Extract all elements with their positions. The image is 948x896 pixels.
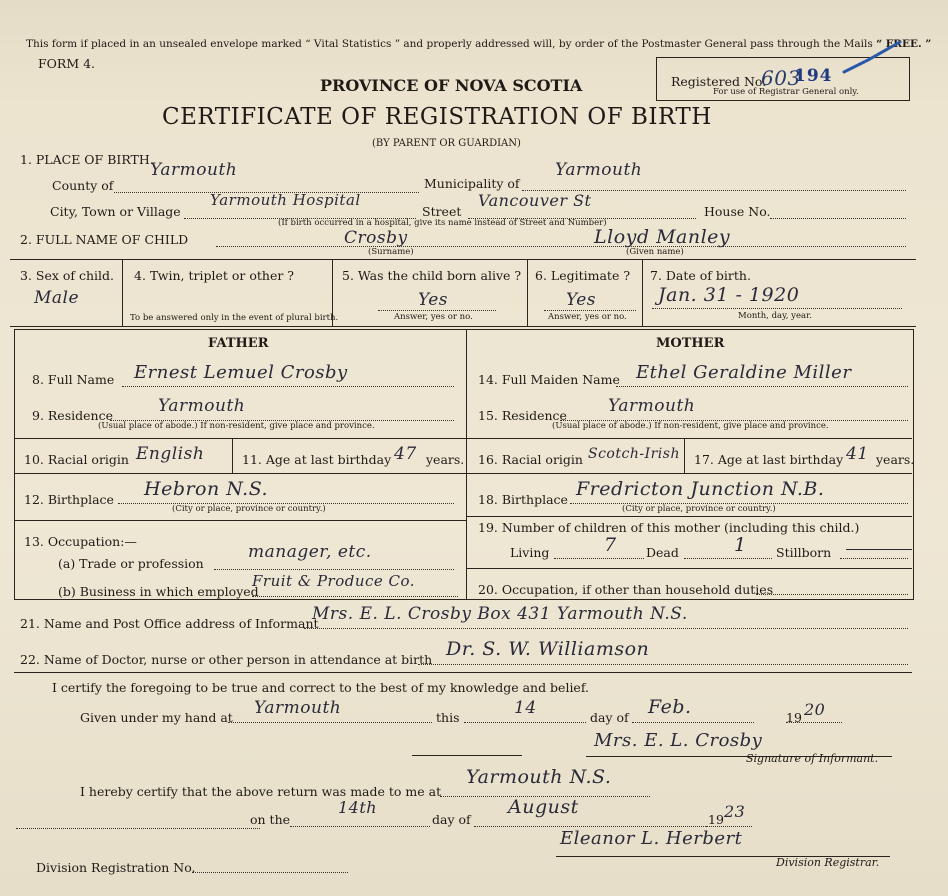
province-heading: PROVINCE OF NOVA SCOTIA bbox=[320, 76, 583, 95]
legit-line bbox=[544, 310, 636, 311]
mother-racial-label: 16. Racial origin bbox=[478, 452, 583, 467]
registration-stamp: 194 bbox=[794, 66, 833, 86]
registration-prefix: 603 bbox=[761, 66, 801, 90]
informant-line bbox=[304, 628, 908, 629]
row-bottom-rule bbox=[10, 326, 916, 327]
given-caption: (Given name) bbox=[626, 247, 684, 257]
living-value: 7 bbox=[604, 534, 617, 556]
postal-free: “ FREE. ” bbox=[876, 38, 932, 50]
trade-label: (a) Trade or profession bbox=[58, 556, 204, 571]
child-surname: Crosby bbox=[344, 228, 408, 248]
rule bbox=[466, 473, 912, 474]
house-line bbox=[770, 218, 906, 219]
on-the-label: on the bbox=[250, 812, 291, 827]
certify-statement: I certify the foregoing to be true and correct to the best of my knowledge and belief. bbox=[52, 680, 589, 695]
trade-value: manager, etc. bbox=[248, 542, 372, 562]
registrar-signature: Eleanor L. Herbert bbox=[560, 828, 743, 849]
signature-caption: Signature of Informant. bbox=[746, 752, 879, 765]
father-residence-label: 9. Residence bbox=[32, 408, 113, 423]
father-name: Ernest Lemuel Crosby bbox=[134, 362, 348, 383]
stillborn-line bbox=[840, 558, 908, 559]
registrar-month: August bbox=[508, 796, 579, 818]
father-residence: Yarmouth bbox=[158, 396, 246, 416]
mother-birthplace: Fredricton Junction N.B. bbox=[576, 478, 825, 500]
parents-divider bbox=[466, 329, 467, 600]
doctor-label: 22. Name of Doctor, nurse or other person in attendance at birth bbox=[20, 652, 433, 667]
mother-residence-label: 15. Residence bbox=[478, 408, 567, 423]
informant-signature: Mrs. E. L. Crosby bbox=[594, 730, 763, 751]
father-racial-label: 10. Racial origin bbox=[24, 452, 129, 467]
sex-label: 3. Sex of child. bbox=[20, 268, 115, 283]
given-label: Given under my hand at bbox=[80, 710, 233, 725]
registration-label: Registered No. bbox=[671, 74, 767, 89]
registrar-day-line bbox=[290, 826, 430, 827]
sex-value: Male bbox=[34, 288, 80, 308]
registrar-caption: Division Registrar. bbox=[776, 856, 880, 869]
dead-value: 1 bbox=[734, 534, 747, 556]
business-line bbox=[252, 596, 458, 597]
rule bbox=[14, 672, 912, 673]
registrar-year: 23 bbox=[724, 802, 746, 821]
father-birthplace-note: (City or place, province or country.) bbox=[172, 504, 326, 514]
mother-name: Ethel Geraldine Miller bbox=[636, 362, 852, 383]
mother-racial: Scotch-Irish bbox=[588, 446, 680, 462]
cert-month: Feb. bbox=[648, 696, 692, 718]
business-value: Fruit & Produce Co. bbox=[252, 572, 416, 590]
rule bbox=[14, 520, 466, 521]
form-number: FORM 4. bbox=[38, 56, 96, 71]
stillborn-label: Stillborn bbox=[776, 545, 832, 560]
father-racial: English bbox=[136, 444, 205, 464]
mother-birthplace-note: (City or place, province or country.) bbox=[622, 504, 776, 514]
dob-value: Jan. 31 - 1920 bbox=[658, 284, 800, 306]
twin-note: To be answered only in the event of plural birth. bbox=[130, 313, 339, 323]
rule bbox=[466, 516, 912, 517]
father-occupation-label: 13. Occupation:— bbox=[24, 534, 137, 549]
dead-line bbox=[684, 558, 772, 559]
registrar-day-of: day of bbox=[432, 812, 471, 827]
legit-note: Answer, yes or no. bbox=[548, 312, 627, 322]
father-residence-note: (Usual place of abode.) If non-resident, give place and province. bbox=[98, 421, 375, 431]
registrar-year-prefix: 19 bbox=[708, 812, 724, 827]
municipality-value: Yarmouth bbox=[555, 160, 643, 180]
mother-years: years. bbox=[876, 452, 915, 467]
mother-name-line bbox=[616, 386, 908, 387]
twin-label: 4. Twin, triplet or other ? bbox=[134, 268, 294, 283]
alive-label: 5. Was the child born alive ? bbox=[342, 268, 522, 283]
county-value: Yarmouth bbox=[150, 160, 238, 180]
given-line bbox=[228, 722, 432, 723]
legit-label: 6. Legitimate ? bbox=[535, 268, 631, 283]
father-age-label: 11. Age at last birthday bbox=[242, 452, 392, 467]
registrar-statement: I hereby certify that the above return was made to me at bbox=[80, 784, 442, 799]
child-given-name: Lloyd Manley bbox=[594, 226, 731, 248]
dob-line bbox=[652, 308, 902, 309]
place-of-birth-label: 1. PLACE OF BIRTH. bbox=[20, 152, 154, 167]
row-top-rule bbox=[10, 259, 916, 260]
separator bbox=[412, 755, 522, 756]
year-line bbox=[786, 722, 842, 723]
divider bbox=[527, 259, 528, 326]
cert-year: 20 bbox=[804, 700, 826, 719]
doctor-line bbox=[418, 664, 908, 665]
registration-note: For use of Registrar General only. bbox=[713, 87, 859, 97]
day-line bbox=[464, 722, 586, 723]
dob-label: 7. Date of birth. bbox=[650, 268, 751, 283]
living-line bbox=[554, 558, 644, 559]
registrar-place: Yarmouth N.S. bbox=[466, 766, 612, 788]
dead-label: Dead bbox=[646, 545, 679, 560]
city-value: Yarmouth Hospital bbox=[210, 191, 361, 209]
alive-line bbox=[378, 310, 496, 311]
legit-value: Yes bbox=[566, 290, 597, 310]
month-line bbox=[632, 722, 754, 723]
father-name-line bbox=[122, 386, 454, 387]
doctor-value: Dr. S. W. Williamson bbox=[446, 638, 650, 660]
registrar-blank-line bbox=[16, 828, 260, 829]
ink-checkmark bbox=[838, 36, 918, 78]
mother-birthplace-label: 18. Birthplace bbox=[478, 492, 568, 507]
division-line bbox=[192, 872, 348, 873]
mother-heading: MOTHER bbox=[656, 336, 725, 351]
house-label: House No. bbox=[704, 204, 771, 219]
mother-age: 41 bbox=[846, 444, 869, 464]
this-label: this bbox=[436, 710, 460, 725]
child-name-line bbox=[216, 246, 906, 247]
mother-residence-note: (Usual place of abode.) If non-resident, give place and province. bbox=[552, 421, 829, 431]
year-prefix: 19 bbox=[786, 710, 802, 725]
certificate-title: CERTIFICATE OF REGISTRATION OF BIRTH bbox=[162, 104, 712, 130]
street-label: Street bbox=[422, 204, 462, 219]
divider bbox=[684, 438, 685, 473]
city-label: City, Town or Village bbox=[50, 204, 181, 219]
rule bbox=[466, 568, 912, 569]
father-years: years. bbox=[426, 452, 465, 467]
father-birthplace-label: 12. Birthplace bbox=[24, 492, 114, 507]
hospital-note: (If birth occurred in a hospital, give its name instead of Street and Number) bbox=[278, 218, 607, 228]
children-label: 19. Number of children of this mother (including this child.) bbox=[478, 520, 860, 535]
living-label: Living bbox=[510, 545, 550, 560]
mother-residence: Yarmouth bbox=[608, 396, 696, 416]
divider bbox=[232, 438, 233, 473]
alive-note: Answer, yes or no. bbox=[394, 312, 473, 322]
registrar-year-line bbox=[706, 826, 752, 827]
division-label: Division Registration No. bbox=[36, 860, 196, 875]
county-label: County of bbox=[52, 178, 114, 193]
mother-occupation-line bbox=[756, 594, 908, 595]
rule bbox=[14, 473, 466, 474]
registrar-month-line bbox=[474, 826, 726, 827]
father-name-label: 8. Full Name bbox=[32, 372, 115, 387]
mother-occupation-label: 20. Occupation, if other than household duties bbox=[478, 582, 774, 597]
stillborn-dash bbox=[846, 549, 912, 550]
divider bbox=[642, 259, 643, 326]
mother-age-label: 17. Age at last birthday bbox=[694, 452, 844, 467]
father-heading: FATHER bbox=[208, 336, 269, 351]
rule bbox=[466, 438, 912, 439]
alive-value: Yes bbox=[418, 290, 449, 310]
informant-label: 21. Name and Post Office address of Informant bbox=[20, 616, 319, 631]
given-place: Yarmouth bbox=[254, 698, 342, 718]
day-of-label: day of bbox=[590, 710, 629, 725]
rule bbox=[14, 438, 466, 439]
dob-note: Month, day, year. bbox=[738, 311, 812, 321]
municipality-label: Municipality of bbox=[424, 176, 520, 191]
registrar-day: 14th bbox=[338, 798, 378, 817]
business-label: (b) Business in which employed bbox=[58, 584, 259, 599]
informant-value: Mrs. E. L. Crosby Box 431 Yarmouth N.S. bbox=[312, 604, 688, 624]
father-birthplace: Hebron N.S. bbox=[144, 478, 269, 500]
trade-line bbox=[214, 569, 454, 570]
postal-notice: This form if placed in an unsealed envelope marked “ Vital Statistics ” and properly addressed will, by order of the Postmaster General pass through the Mails “ FREE. ” bbox=[26, 38, 932, 50]
certificate-subtitle: (BY PARENT OR GUARDIAN) bbox=[372, 138, 521, 149]
child-name-label: 2. FULL NAME OF CHILD bbox=[20, 232, 189, 247]
street-value: Vancouver St bbox=[478, 191, 592, 210]
cert-day: 14 bbox=[514, 698, 537, 718]
father-age: 47 bbox=[394, 444, 417, 464]
surname-caption: (Surname) bbox=[368, 247, 414, 257]
mother-name-label: 14. Full Maiden Name bbox=[478, 372, 620, 387]
divider bbox=[122, 259, 123, 326]
